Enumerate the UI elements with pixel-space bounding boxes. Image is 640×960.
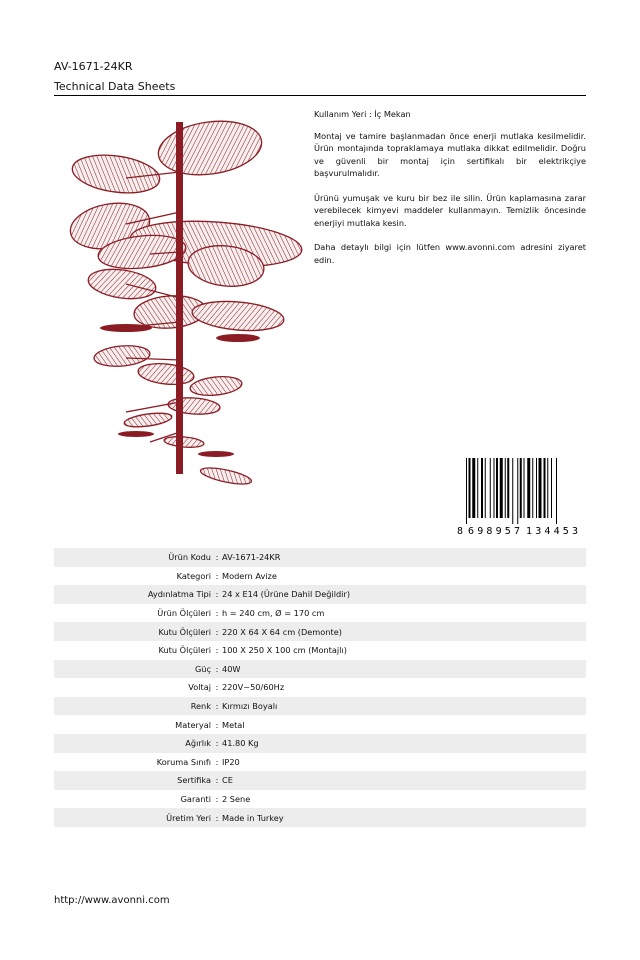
barcode-bar	[556, 458, 557, 524]
spec-row	[54, 622, 586, 641]
barcode-bar	[532, 458, 533, 518]
barcode-bar	[517, 458, 518, 524]
cleaning-note: Ürünü yumuşak ve kuru bir bez ile silin. Ürün kaplamasına zarar verebilecek kimyevi maddeler kullanmayın. Temizlik öncesinde enerjiyi mutlaka kesin.	[314, 192, 586, 228]
spec-separator: :	[215, 682, 219, 693]
barcode-bar	[505, 458, 506, 518]
spec-separator: :	[215, 756, 219, 767]
barcode-bar	[544, 458, 546, 518]
spec-value: 41.80 Kg	[221, 734, 586, 753]
spec-row	[54, 660, 586, 679]
spec-separator: :	[213, 697, 221, 716]
spec-separator: :	[215, 794, 219, 805]
spec-key: Koruma Sınıfı	[156, 756, 211, 767]
header-divider	[54, 95, 586, 96]
spec-row	[54, 641, 586, 660]
barcode-bar	[547, 458, 548, 518]
spec-value: Kırmızı Boyalı	[221, 697, 586, 716]
spec-key: Renk	[54, 697, 213, 716]
spec-value: 220V~50/60Hz	[222, 682, 285, 693]
spec-key: Aydınlatma Tipi	[54, 585, 213, 604]
spec-separator: :	[215, 608, 219, 619]
spec-separator: :	[213, 548, 221, 567]
spec-key: Kutu Ölçüleri	[54, 622, 213, 641]
spec-key: Garanti	[180, 794, 211, 805]
barcode-bar	[477, 458, 478, 518]
barcode-bar	[551, 458, 552, 518]
spec-value: IP20	[222, 756, 240, 767]
spec-separator: :	[215, 719, 219, 730]
spec-row	[54, 771, 586, 790]
spec-row	[54, 567, 586, 586]
spec-separator: :	[213, 808, 221, 827]
barcode-bar	[539, 458, 542, 518]
usage-location: Kullanım Yeri : İç Mekan	[314, 109, 411, 119]
spec-row	[54, 678, 586, 697]
barcode-bar	[496, 458, 498, 518]
spec-row	[54, 753, 586, 772]
spec-value: h = 240 cm, Ø = 170 cm	[222, 608, 325, 619]
barcode-digit-prefix: 8	[457, 526, 464, 536]
spec-row	[54, 808, 586, 827]
chandelier-product-image	[66, 102, 310, 494]
document-subtitle: Technical Data Sheets	[54, 80, 176, 93]
spec-separator: :	[213, 585, 221, 604]
barcode-bar	[500, 458, 503, 518]
barcode-bar	[527, 458, 530, 518]
spec-key: Voltaj	[188, 682, 211, 693]
spec-value: CE	[221, 771, 586, 790]
spec-separator: :	[213, 622, 221, 641]
spec-key: Güç	[54, 660, 213, 679]
spec-separator: :	[213, 734, 221, 753]
barcode-bar	[481, 458, 483, 518]
spec-key: Kategori	[176, 570, 211, 581]
spec-value: 2 Sene	[222, 794, 251, 805]
spec-key: Ürün Ölçüleri	[157, 608, 211, 619]
spec-row	[54, 585, 586, 604]
spec-value: 40W	[221, 660, 586, 679]
usage-info	[314, 108, 586, 278]
spec-value: 220 X 64 X 64 cm (Demonte)	[221, 622, 586, 641]
spec-row	[54, 715, 586, 734]
spec-row	[54, 548, 586, 567]
spec-value: 24 x E14 (Ürüne Dahil Değildir)	[221, 585, 586, 604]
spec-key: Ürün Kodu	[54, 548, 213, 567]
spec-value: 100 X 250 X 100 cm (Montajlı)	[222, 645, 347, 656]
safety-note: Montaj ve tamire başlanmadan önce enerji mutlaka kesilmelidir. Ürün montajında topraklamaya mutlaka dikkat edilmelidir. Doğru ve güvenli bir montaj için sertifikalı bir elektrikçiye başvurulmalıdır.	[314, 130, 586, 178]
barcode-bar	[485, 458, 486, 518]
barcode-digits-left: 698957	[468, 526, 520, 536]
spec-separator: :	[215, 645, 219, 656]
spec-key: Materyal	[175, 719, 211, 730]
barcode-bar	[507, 458, 509, 518]
spec-separator: :	[215, 570, 219, 581]
spec-key: Sertifika	[54, 771, 213, 790]
website-note: Daha detaylı bilgi için lütfen www.avonni.com adresini ziyaret edin.	[314, 242, 586, 265]
barcode-bar	[469, 458, 471, 518]
spec-key: Ağırlık	[54, 734, 213, 753]
spec-row	[54, 604, 586, 623]
barcode-bar	[494, 458, 495, 518]
spec-key: Üretim Yeri	[54, 808, 213, 827]
barcode-digits-right: 134453	[526, 526, 578, 536]
spec-table	[54, 548, 586, 827]
spec-separator: :	[213, 771, 221, 790]
spec-row	[54, 697, 586, 716]
barcode-bar	[520, 458, 522, 518]
spec-row	[54, 790, 586, 809]
spec-key: Kutu Ölçüleri	[158, 645, 211, 656]
spec-separator: :	[213, 660, 221, 679]
barcode-bar	[466, 458, 467, 524]
spec-value: AV-1671-24KR	[221, 548, 586, 567]
spec-value: Modern Avize	[222, 570, 277, 581]
document-code: AV-1671-24KR	[54, 60, 133, 73]
barcode-bar	[512, 458, 513, 524]
barcode-bar	[536, 458, 537, 518]
footer-url[interactable]: http://www.avonni.com	[54, 895, 170, 906]
barcode-bar	[524, 458, 525, 518]
barcode-bar	[472, 458, 475, 518]
barcode	[456, 458, 586, 536]
spec-value: Made in Turkey	[221, 808, 586, 827]
spec-value: Metal	[222, 719, 245, 730]
barcode-bar	[490, 458, 491, 518]
spec-row	[54, 734, 586, 753]
